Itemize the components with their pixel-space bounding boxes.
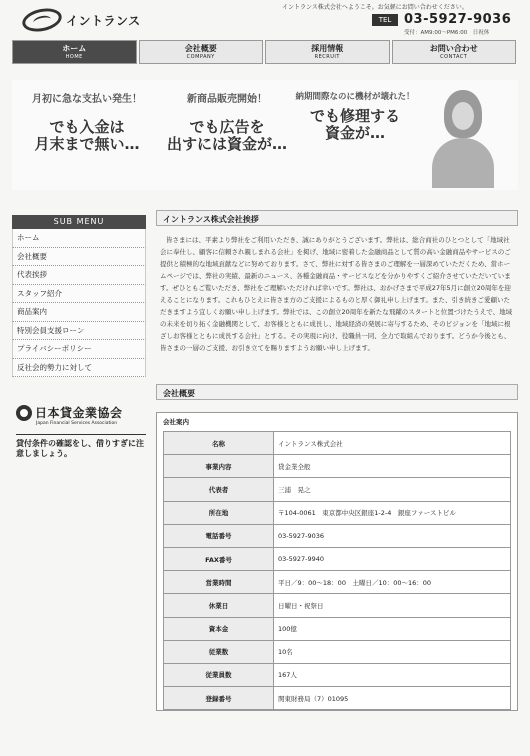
nav-sublabel: HOME — [65, 54, 83, 60]
banner-main-line: 資金が… — [324, 124, 385, 143]
association-name: 日本貸金業協会 — [35, 406, 123, 420]
nav-recruit[interactable] — [265, 40, 390, 64]
row-value: 三浦 晃之 — [274, 478, 511, 501]
banner-main — [290, 108, 420, 143]
face-shape — [452, 102, 474, 130]
banner-column — [22, 90, 152, 154]
site-logo[interactable] — [22, 9, 141, 31]
nav-contact[interactable] — [392, 40, 517, 64]
banner-main-line: でも広告を — [189, 118, 265, 136]
nav-label: 採用情報 — [311, 44, 344, 53]
table-row — [164, 501, 511, 524]
row-key: 資本金 — [164, 617, 274, 640]
row-key: 代表者 — [164, 478, 274, 501]
company-heading: 会社概要 — [156, 384, 518, 400]
sidebar-item-products[interactable]: 商品案内 — [12, 303, 146, 322]
table-row — [164, 455, 511, 478]
sidebar-item-staff[interactable]: スタッフ紹介 — [12, 285, 146, 304]
table-row — [164, 432, 511, 455]
row-value: 貸金業全般 — [274, 455, 511, 478]
row-key: 名称 — [164, 432, 274, 455]
nav-label: お問い合わせ — [429, 44, 478, 53]
logo-text: イントランス — [66, 13, 141, 28]
nav-label: ホーム — [62, 44, 87, 53]
banner-woman-image — [422, 80, 512, 188]
logo-mark-icon — [20, 5, 64, 35]
table-row — [164, 687, 511, 710]
hero-banner — [12, 80, 518, 190]
phone-icon: TEL — [372, 14, 398, 26]
row-key: 登録番号 — [164, 687, 274, 710]
sidebar-item-greeting[interactable]: 代表挨拶 — [12, 266, 146, 285]
row-key: 事業内容 — [164, 455, 274, 478]
row-value: 関東財務局（7）01095 — [274, 687, 511, 710]
row-value: 167人 — [274, 663, 511, 686]
row-key: 所在地 — [164, 501, 274, 524]
association-en: Japan Financial Services Association — [36, 421, 118, 426]
table-row — [164, 640, 511, 663]
sub-menu-header: SUB MENU — [12, 215, 146, 229]
sidebar-item-company[interactable]: 会社概要 — [12, 248, 146, 267]
greeting-heading: イントランス株式会社挨拶 — [156, 210, 518, 226]
row-value: 日曜日・祝祭日 — [274, 594, 511, 617]
business-hours: 受付：AM9:00〜PM6:00 日祝休 — [404, 30, 490, 36]
company-table — [163, 431, 511, 710]
row-value: 03-5927-9036 — [274, 524, 511, 547]
tel-number[interactable]: 03-5927-9036 — [404, 12, 512, 27]
banner-main-line: でも修理する — [309, 107, 400, 125]
table-row — [164, 547, 511, 570]
main-content — [156, 210, 518, 703]
table-row — [164, 594, 511, 617]
nav-sublabel: CONTACT — [440, 54, 468, 60]
nav-sublabel: RECRUIT — [314, 54, 340, 60]
row-key: 休業日 — [164, 594, 274, 617]
banner-lead: 納期間際なのに機材が壊れた！ — [295, 92, 415, 102]
row-key: 従業数 — [164, 640, 274, 663]
row-value: 100億 — [274, 617, 511, 640]
nav-label: 会社概要 — [184, 44, 217, 53]
global-nav — [12, 40, 518, 64]
sidebar-item-privacy[interactable]: プライバシーポリシー — [12, 340, 146, 359]
row-key: 電話番号 — [164, 524, 274, 547]
banner-lead: 新商品販売開始！ — [187, 94, 267, 105]
table-row — [164, 571, 511, 594]
sidebar-item-antisocial[interactable]: 反社会的勢力に対して — [12, 359, 146, 378]
row-value: 03-5927-9940 — [274, 547, 511, 570]
row-key: 営業時間 — [164, 571, 274, 594]
nav-home[interactable] — [12, 40, 137, 64]
banner-lead: 月初に急な支払い発生！ — [32, 94, 142, 105]
table-row — [164, 617, 511, 640]
row-value: 平日／9：00〜18：00 土曜日／10：00〜16：00 — [274, 571, 511, 594]
sidebar — [12, 215, 146, 377]
body-shape — [432, 138, 494, 188]
sidebar-item-home[interactable]: ホーム — [12, 229, 146, 248]
banner-main — [22, 119, 152, 154]
tel-box — [372, 12, 511, 27]
nav-sublabel: COMPANY — [186, 54, 215, 60]
association-mark-icon — [16, 405, 32, 421]
site-header — [0, 0, 530, 40]
association-note: 貸付条件の確認をし、借りすぎに注意しましょう。 — [16, 434, 146, 460]
banner-main-line: でも入金は — [49, 118, 125, 136]
row-value: 10名 — [274, 640, 511, 663]
banner-main — [162, 119, 292, 154]
row-key: FAX番号 — [164, 547, 274, 570]
row-key: 従業員数 — [164, 663, 274, 686]
table-row — [164, 478, 511, 501]
sidebar-item-member-loan[interactable]: 特別会員支援ローン — [12, 322, 146, 341]
company-info-box — [156, 412, 518, 711]
row-value: イントランス株式会社 — [274, 432, 511, 455]
banner-column — [162, 90, 292, 154]
banner-column — [290, 90, 420, 143]
welcome-text: イントランス株式会社へようこそ。お気軽にお問い合わせください。 — [282, 4, 468, 11]
banner-main-line: 月末まで無い… — [34, 135, 140, 154]
company-subheading: 会社案内 — [163, 418, 189, 426]
banner-main-line: 出すには資金が… — [166, 135, 287, 154]
row-value: 〒104-0061 東京都中央区銀座1-2-4 銀座ファーストビル — [274, 501, 511, 524]
table-row — [164, 663, 511, 686]
table-row — [164, 524, 511, 547]
association-logo — [16, 404, 146, 421]
association-banner[interactable] — [16, 404, 146, 460]
greeting-body: 皆さまには、平素より弊社をご利用いただき、誠にありがとうございます。弊社は、総合商社のひとつとして「地域社会に奉仕し、顧客に信頼され親しまれる会社」を掲げ、地域に密着した金融商品として質の高い金融商品やサービスのご提供と積極的な地域貢献などに努めております。さて、弊社に対する皆さまのご理解を一層深めていただくため、當ホームページでは、弊社の実績、最新のニュース、各種金融商品・サービスなどを分かりやすくご紹介させていただいています。ぜひともご覧いただき、弊社をご理解いただければ幸いです。弊社は、おかげさまで平成27年5月に創立20周年を迎えることになります。これもひとえに皆さま方のご支援によるものと厚く御礼申し上げます。また、引き続きご愛顧いただきますよう宜しくお願い申し上げます。弊社では、この創立20周年を新たな飛躍のスタートと位置づけたうえで、地域の未来を切り拓く金融機関として、お客様とともに成長し、地域経済の発展に寄与するため、そのビジョンを「地域に根ざしお客様とともに成長する会社」とする。その実現に向け、役職員一同、全力で取組んでおります。どうか今後とも、皆さまの一層のご支援、お引き立てを賜りますようお願い申し上げます。 — [160, 236, 513, 353]
nav-company[interactable] — [139, 40, 264, 64]
